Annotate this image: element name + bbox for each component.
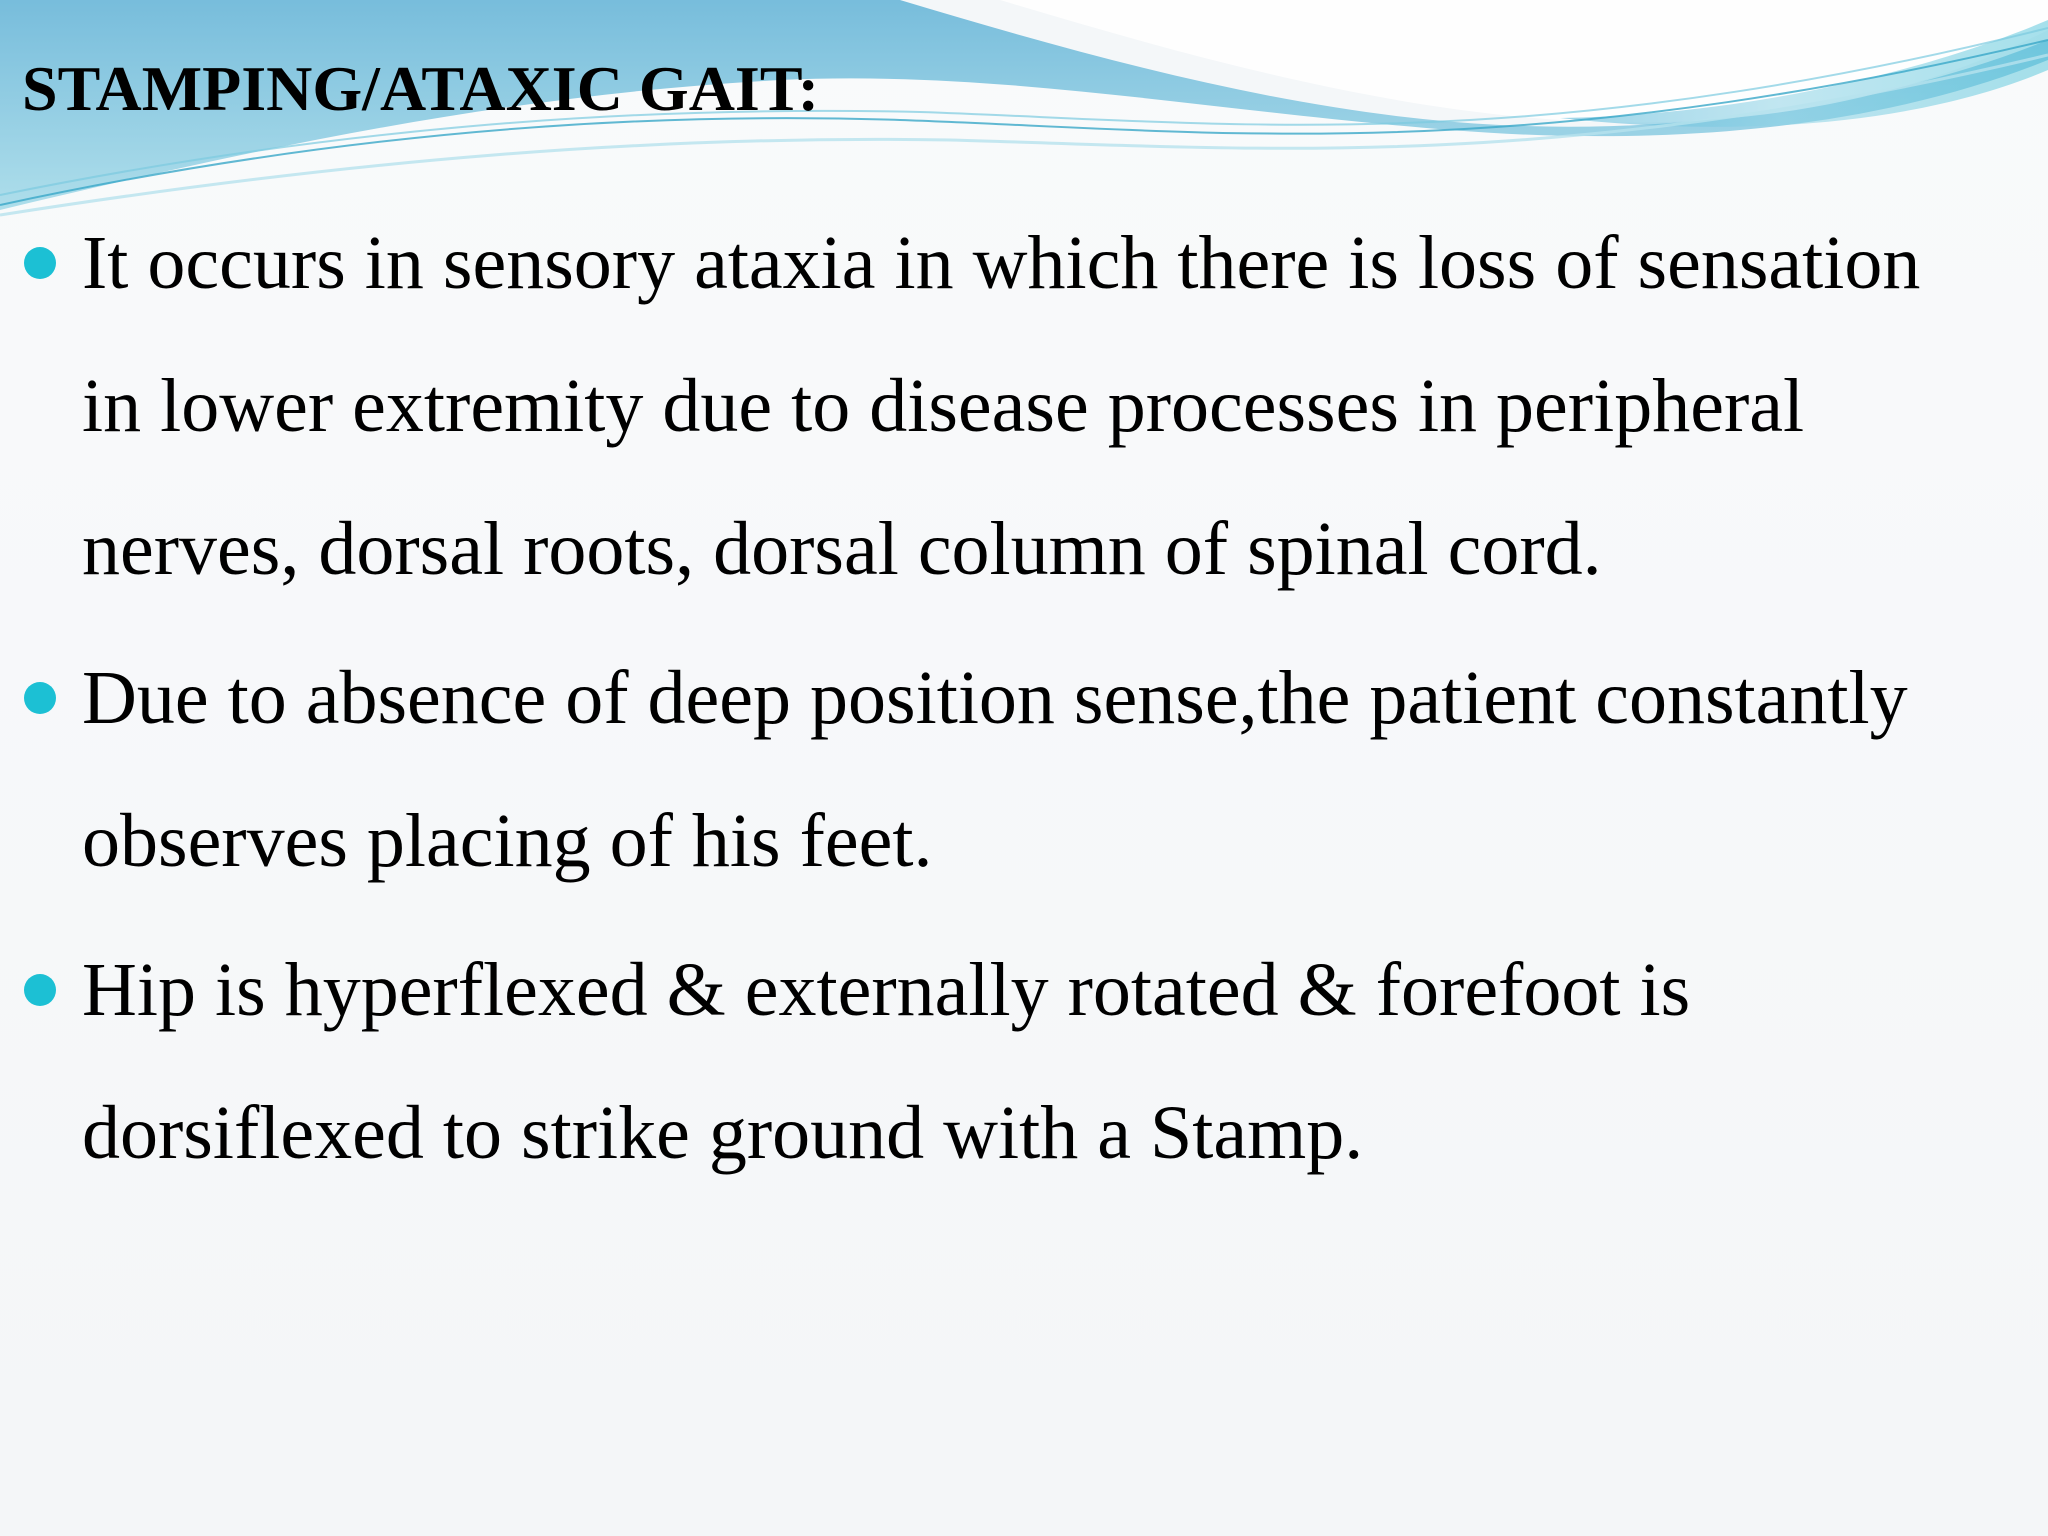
bullet-text-line: Hip is hyperflexed & externally rotated & forefoot is <box>82 948 1691 1032</box>
bullet-list <box>0 192 2048 1211</box>
circle-bullet-icon <box>24 247 56 279</box>
circle-bullet-icon <box>24 682 56 714</box>
bullet-text-line: It occurs in sensory ataxia in which there is loss of sensation <box>82 221 1921 305</box>
circle-bullet-icon <box>24 974 56 1006</box>
bullet-item <box>0 627 2048 913</box>
bullet-text-line: dorsiflexed to strike ground with a Stamp. <box>82 1091 1364 1175</box>
slide-title: STAMPING/ATAXIC GAIT: <box>22 53 820 124</box>
bullet-text-line: nerves, dorsal roots, dorsal column of spinal cord. <box>82 507 1602 591</box>
bullet-text-line: observes placing of his feet. <box>82 799 933 883</box>
bullet-item <box>0 919 2048 1205</box>
bullet-text-line: in lower extremity due to disease processes in peripheral <box>82 364 1805 448</box>
bullet-item <box>0 192 2048 621</box>
bullet-text-line: Due to absence of deep position sense,the patient constantly <box>82 656 1908 740</box>
